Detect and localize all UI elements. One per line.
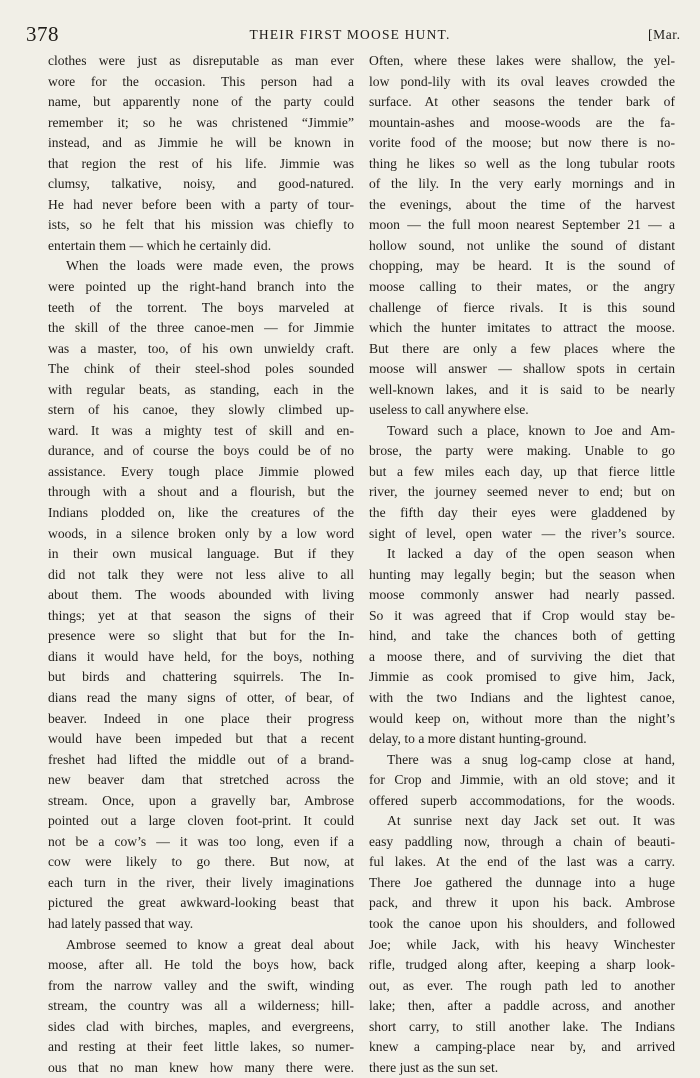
text-line: ful lakes. At the end of the last was a carry.	[369, 854, 675, 870]
text-line: thing he likes so well as the long tubular roots	[369, 155, 675, 171]
text-line: moose, after all. He told the boys how, back	[48, 957, 354, 973]
text-line: Indians plodded on, like the creatures of the	[48, 505, 354, 521]
text-line: not be a cow’s — it was too long, even if a	[48, 833, 354, 849]
text-line: Jimmie as cook promised to give him, Jack,	[369, 669, 675, 685]
text-line: Joe; while Jack, with his heavy Winchester	[369, 936, 675, 952]
text-line: out, as ever. The rough path led to another	[369, 977, 675, 993]
text-line: from the narrow valley and the swift, winding	[48, 977, 354, 993]
text-line: woods, in a silence broken only by a low word	[48, 525, 354, 541]
text-line: hind, and take the chances both of getting	[369, 628, 675, 644]
text-line: things; yet at that season the signs of their	[48, 607, 354, 623]
text-line: the evenings, about the time of the harvest	[369, 196, 675, 212]
text-line: moose calling to their mates, or the angry	[369, 279, 675, 295]
text-line: At sunrise next day Jack set out. It was	[387, 813, 675, 829]
text-line: assistance. Every tough place Jimmie plowed	[48, 463, 354, 479]
text-line: easy paddling now, through a chain of beauti-	[369, 833, 675, 849]
text-line: hollow sound, not unlike the sound of distant	[369, 237, 675, 253]
text-line: chopping, may be heard. It is the sound of	[369, 258, 675, 274]
text-line: with regular beats, as standing, each in the	[48, 381, 354, 397]
text-line: Toward such a place, known to Joe and Am-	[387, 422, 675, 438]
text-line: did not talk they were not less alive to all	[48, 566, 354, 582]
text-line: the fifth day their eyes were gladdened by	[369, 505, 675, 521]
page-header	[0, 22, 700, 50]
text-line: dians it would have held, for the boys, nothing	[48, 648, 354, 664]
text-line: Often, where these lakes were shallow, the yel-	[369, 53, 675, 68]
text-line: dians read the many signs of otter, of bear, of	[48, 689, 354, 705]
text-line: of the lily. In the very early mornings and in	[369, 176, 675, 192]
text-line: challenge of fierce rivals. It is this sound	[369, 299, 675, 315]
text-line: sides clad with birches, maples, and evergreens,	[48, 1018, 354, 1034]
text-line: would keep on, without more than the night’s	[369, 710, 675, 726]
text-line: a moose there, and of surviving the diet that	[369, 648, 675, 664]
text-line: which the hunter imitates to attract the moose.	[369, 320, 675, 336]
text-line: lake; then, after a paddle across, and another	[369, 998, 675, 1014]
text-line: presence were so slight that but for the In-	[48, 628, 354, 644]
text-line: the skill of the three canoe-men — for Jimmie	[48, 320, 354, 336]
text-line: But there are only a few places where the	[369, 340, 675, 356]
text-line: hunting may legally begin; but the season when	[369, 566, 675, 582]
text-line: cow were likely to go there. But now, at	[48, 854, 354, 870]
text-line: had lately passed that way.	[48, 915, 194, 931]
text-line: The chink of their steel-shod poles sounded	[48, 361, 354, 377]
text-line: There Joe gathered the dunnage into a huge	[369, 874, 675, 890]
text-line: ous that no man knew how many there were.	[48, 1059, 354, 1075]
text-line: offered superb accommodations, for the woods.	[369, 792, 675, 808]
text-line: short carry, to still another lake. The Indians	[369, 1018, 675, 1034]
text-line: mountain-ashes and moose-woods are the fa-	[369, 114, 675, 130]
text-line: clothes were just as disreputable as man ever	[48, 53, 354, 68]
text-line: moon — the full moon nearest September 21 — a	[369, 217, 675, 233]
text-line: that region the rest of his life. Jimmie was	[48, 155, 354, 171]
text-line: durance, and of course the boys could be of no	[48, 443, 354, 459]
text-line: knew a camping-place near by, and arrived	[369, 1039, 675, 1055]
text-line: river, the journey seemed never to end; but on	[369, 484, 675, 500]
text-line: brose, the party were making. Unable to go	[369, 443, 675, 459]
text-line: stream. Once, upon a gravelly bar, Ambrose	[48, 792, 354, 808]
text-line: Ambrose seemed to know a great deal about	[66, 936, 354, 952]
text-line: There was a snug log-camp close at hand,	[387, 751, 675, 767]
issue-month: [Mar.	[648, 27, 681, 42]
text-line: about them. The woods abounded with living	[48, 587, 354, 603]
text-line: rifle, trudged along after, keeping a sharp look-	[369, 957, 675, 973]
text-line: there just as the sun set.	[369, 1059, 499, 1075]
text-line: pointed out a large cloven foot-print. It could	[48, 813, 354, 829]
text-line: ists, so he felt that his mission was chiefly to	[48, 217, 354, 233]
text-line: It lacked a day of the open season when	[387, 546, 675, 562]
text-line: took the canoe upon his shoulders, and followed	[369, 915, 675, 931]
text-line: well-known lakes, and it is said to be nearly	[369, 381, 675, 397]
text-line: teeth of the torrent. The boys marveled at	[48, 299, 354, 315]
running-title: THEIR FIRST MOOSE HUNT.	[249, 27, 451, 42]
text-line: but birds and chattering squirrels. The In-	[48, 669, 354, 685]
text-line: in their own musical language. But if they	[48, 546, 354, 562]
text-line: name, but apparently none of the party could	[48, 94, 354, 110]
text-line: moose commonly answer had nearly passed.	[369, 587, 675, 603]
text-line: surface. At other seasons the tender bark of	[369, 94, 675, 110]
right-column	[369, 51, 675, 1078]
text-line: would have been impeded but that a recent	[48, 731, 354, 747]
text-line: useless to call anywhere else.	[369, 402, 529, 418]
text-line: moose will answer — shallow spots in certain	[369, 361, 675, 377]
text-line: He had never before been with a party of tour-	[48, 196, 354, 212]
text-line: for Crop and Jimmie, with an old stove; and it	[369, 772, 675, 788]
text-line: new beaver dam that stretched across the	[48, 772, 354, 788]
text-line: beaver. Indeed in one place their progress	[48, 710, 354, 726]
text-line: each turn in the river, their lively imaginations	[48, 874, 354, 890]
text-line: wore for the occasion. This person had a	[48, 73, 354, 89]
text-line: through with a shout and a flourish, but the	[48, 484, 354, 500]
text-line: were pointed up the right-hand branch into the	[48, 279, 354, 295]
text-line: pictured the great awkward-looking beast that	[48, 895, 354, 911]
text-line: stream, the country was all a wilderness; hill-	[48, 998, 354, 1014]
text-line: was a master, too, of his own unwieldy craft.	[48, 340, 354, 356]
text-line: When the loads were made even, the prows	[66, 258, 354, 274]
text-line: clumsy, talkative, noisy, and good-natured.	[48, 176, 354, 192]
left-column	[48, 51, 354, 1078]
text-line: ward. It was a mighty test of skill and en-	[48, 422, 354, 438]
text-line: sight of level, open water — the river’s source.	[369, 525, 675, 541]
text-line: delay, to a more distant hunting-ground.	[369, 731, 587, 747]
text-line: instead, and as Jimmie he will be known in	[48, 135, 354, 151]
text-line: freshet had lifted the middle out of a brand-	[48, 751, 354, 767]
page-number: 378	[26, 22, 59, 46]
text-line: remember it; so he was christened “Jimmie”	[48, 114, 354, 130]
text-line: low pond-lily with its oval leaves crowded the	[369, 73, 675, 89]
text-line: So it was agreed that if Crop would stay be-	[369, 607, 675, 623]
text-line: stern of his canoe, they slowly climbed up-	[48, 402, 354, 418]
text-line: pack, and threw it upon his back. Ambrose	[369, 895, 675, 911]
text-line: with the two Indians and the lightest canoe,	[369, 689, 675, 705]
text-line: vorite food of the moose; but now there is no-	[369, 135, 675, 151]
text-line: but a few miles each day, up that fierce little	[369, 463, 675, 479]
text-line: and resting at their feet little lakes, so numer-	[48, 1039, 354, 1055]
text-line: entertain them — which he certainly did.	[48, 237, 272, 253]
